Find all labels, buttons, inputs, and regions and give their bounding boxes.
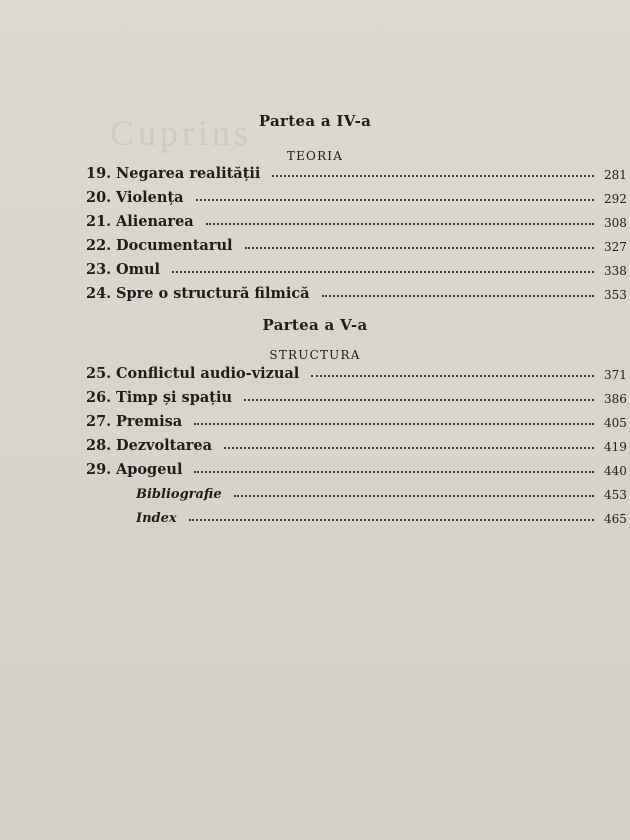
toc-entry-27 xyxy=(86,408,630,430)
toc-entry-28 xyxy=(86,432,630,454)
dot-leader xyxy=(196,198,594,201)
entry-title: Apogeul xyxy=(116,461,183,478)
entry-number: 29. xyxy=(86,461,112,478)
toc-entry-21 xyxy=(86,208,630,230)
entry-page: 405 xyxy=(604,416,627,430)
entry-number: 27. xyxy=(86,413,112,430)
entry-number: 22. xyxy=(86,237,112,254)
dot-leader xyxy=(244,398,594,401)
entry-title: Spre o structură filmică xyxy=(116,285,310,302)
toc-entry-19 xyxy=(86,160,630,182)
entry-title: Negarea realității xyxy=(116,165,261,182)
entry-page: 419 xyxy=(604,440,627,454)
entry-title: Alienarea xyxy=(116,213,194,230)
entry-page: 465 xyxy=(604,512,627,526)
part5-heading: Partea a V-a xyxy=(262,316,368,334)
entry-page: 292 xyxy=(604,192,627,206)
toc-entry-23 xyxy=(86,256,630,278)
entry-number: 24. xyxy=(86,285,112,302)
entry-number: 25. xyxy=(86,365,112,382)
toc-entry-bibliografie xyxy=(86,480,630,502)
entry-number: 26. xyxy=(86,389,112,406)
dot-leader xyxy=(172,270,594,273)
entry-number: 20. xyxy=(86,189,112,206)
toc-entry-index xyxy=(86,504,630,526)
dot-leader xyxy=(234,494,594,497)
dot-leader xyxy=(245,246,594,249)
toc-entry-26 xyxy=(86,384,630,406)
entry-number: 21. xyxy=(86,213,112,230)
dot-leader xyxy=(322,294,594,297)
dot-leader xyxy=(194,470,594,473)
dot-leader xyxy=(272,174,594,177)
toc-entry-29 xyxy=(86,456,630,478)
entry-number: 28. xyxy=(86,437,112,454)
entry-page: 308 xyxy=(604,216,627,230)
entry-number: 19. xyxy=(86,165,112,182)
part5-subheading: STRUCTURA xyxy=(269,348,361,362)
entry-title: Premisa xyxy=(116,413,183,430)
entry-page: 386 xyxy=(604,392,627,406)
entry-page: 281 xyxy=(604,168,627,182)
entry-page: 338 xyxy=(604,264,627,278)
dot-leader xyxy=(194,422,594,425)
entry-title: Dezvoltarea xyxy=(116,437,212,454)
entry-title: Index xyxy=(136,511,177,526)
toc-entry-20 xyxy=(86,184,630,206)
entry-page: 453 xyxy=(604,488,627,502)
entry-page: 440 xyxy=(604,464,627,478)
entry-title: Timp și spațiu xyxy=(116,389,232,406)
dot-leader xyxy=(189,518,594,521)
dot-leader xyxy=(311,374,594,377)
toc-entry-22 xyxy=(86,232,630,254)
entry-number: 23. xyxy=(86,261,112,278)
entry-title: Documentarul xyxy=(116,237,233,254)
part4-subheading: TEORIA xyxy=(286,149,344,163)
entry-title: Omul xyxy=(116,261,161,278)
entry-page: 371 xyxy=(604,368,627,382)
entry-title: Conflictul audio-vizual xyxy=(116,365,300,382)
entry-page: 353 xyxy=(604,288,627,302)
toc-entry-25 xyxy=(86,360,630,382)
dot-leader xyxy=(206,222,594,225)
dot-leader xyxy=(224,446,594,449)
bleed-through-text: Cuprins xyxy=(110,113,253,153)
entry-title: Bibliografie xyxy=(136,487,222,502)
toc-entry-24 xyxy=(86,280,630,302)
part4-heading: Partea a IV-a xyxy=(258,112,372,130)
entry-page: 327 xyxy=(604,240,627,254)
entry-title: Violența xyxy=(116,189,184,206)
